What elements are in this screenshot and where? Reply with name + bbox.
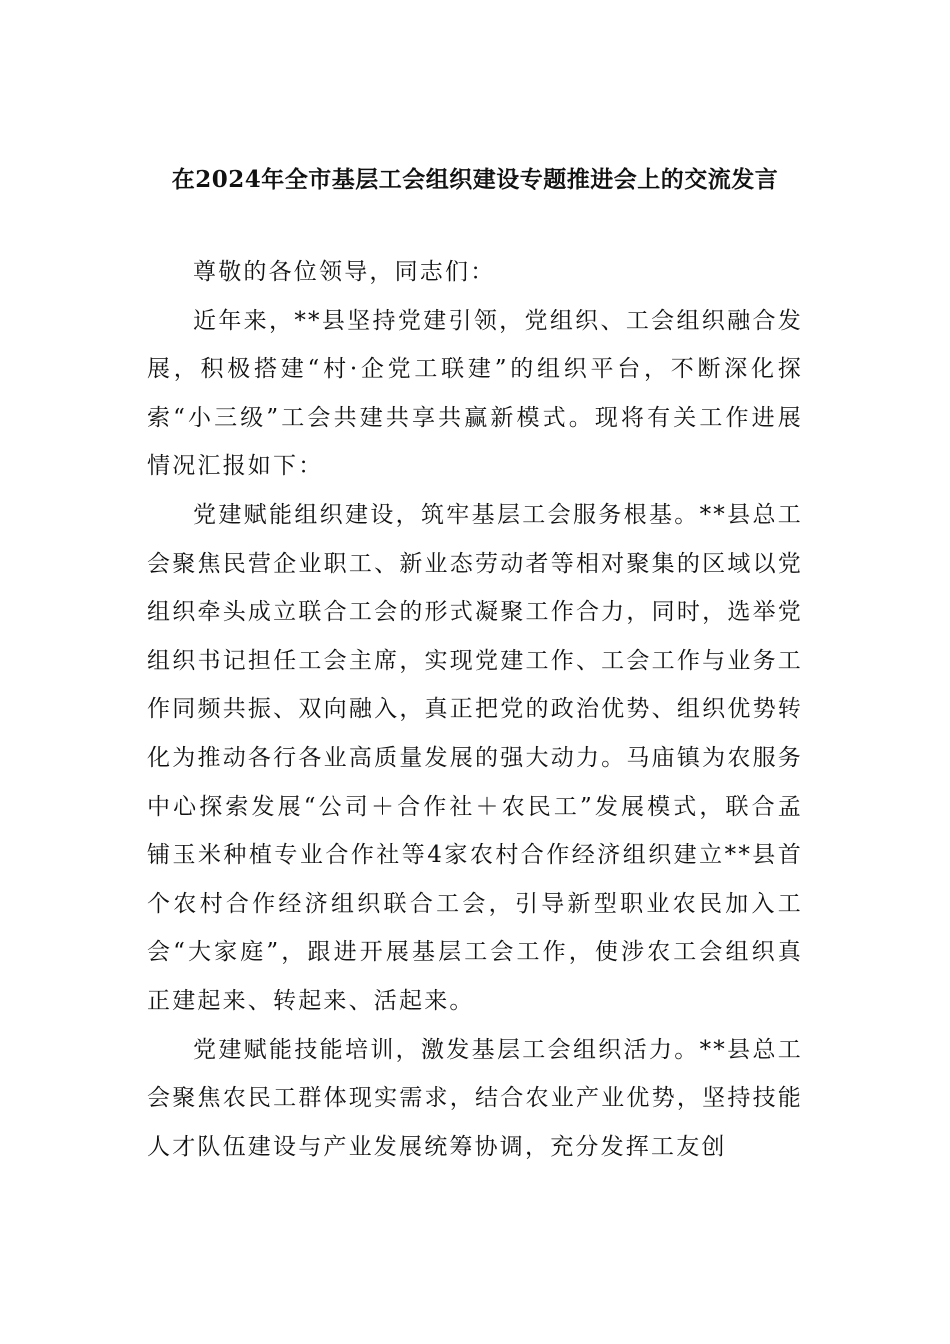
paragraph-intro: 近年来，**县坚持党建引领，党组织、工会组织融合发展，积极搭建“村·企党工联建”的组织平台，不断深化探索“小三级”工会共建共享共赢新模式。现将有关工作进展情况汇报如下： xyxy=(147,307,803,480)
paragraph-organization-building: 党建赋能组织建设，筑牢基层工会服务根基。**县总工会聚焦民营企业职工、新业态劳动者等相对聚集的区域以党组织牵头成立联合工会的形式凝聚工作合力，同时，选举党组织书记担任工会主席，实现党建工作、工会工作与业务工作同频共振、双向融入，真正把党的政治优势、组织优势转化为推动各行各业高质量发展的强大动力。马庙镇为农服务中心探索发展“公司＋合作社＋农民工”发展模式，联合孟铺玉米种植专业合作社等4家农村合作经济组织建立**县首个农村合作经济组织联合工会，引导新型职业农民加入工会“大家庭”，跟进开展基层工会工作，使涉农工会组织真正建起来、转起来、活起来。 xyxy=(147,501,803,1014)
salutation: 尊敬的各位领导，同志们： xyxy=(193,259,496,285)
paragraph-skills-training: 党建赋能技能培训，激发基层工会组织活力。**县总工会聚焦农民工群体现实需求，结合农业产业优势，坚持技能人才队伍建设与产业发展统筹协调，充分发挥工友创 xyxy=(147,1036,803,1160)
document-body xyxy=(147,248,803,1171)
document-title: 在2024年全市基层工会组织建设专题推进会上的交流发言 xyxy=(171,166,779,193)
